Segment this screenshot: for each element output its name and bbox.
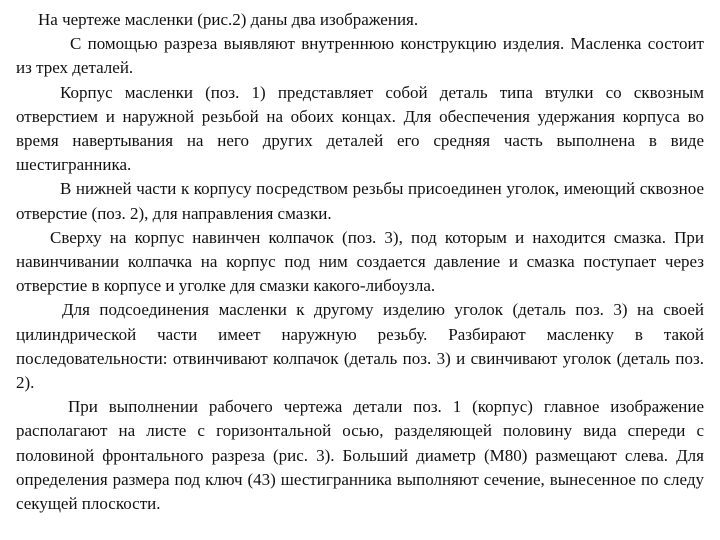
- paragraph-drawing: При выполнении рабочего чертежа детали поз. 1 (корпус) главное изображение располагают на листе с горизонтальной осью, разделяющей половину вида спереди с половиной фронтального разреза (рис. 3). Больший диаметр (М80) размещают слева. Для определения размера под ключ (43) шестигранника выполняют сечение, вынесенное по следу секущей плоскости.: [16, 397, 704, 514]
- paragraph-section-view: С помощью разреза выявляют внутреннюю конструкцию изделия. Масленка состоит из трех деталей.: [16, 34, 704, 78]
- paragraph-intro: На чертеже масленки (рис.2) даны два изображения.: [38, 10, 419, 29]
- paragraph-assembly: Для подсоединения масленки к другому изделию уголок (деталь поз. 3) на своей цилиндрической части имеет наружную резьбу. Разбирают масленку в такой последовательности: отвинчивают колпачок (деталь поз. 3) и свинчивают уголок (деталь поз. 2).: [16, 300, 704, 393]
- paragraph-elbow-part: В нижней части к корпусу посредством резьбы присоединен уголок, имеющий сквозное отверстие (поз. 2), для направления смазки.: [16, 179, 704, 223]
- document-body: [16, 8, 704, 516]
- paragraph-cap-part: Сверху на корпус навинчен колпачок (поз. 3), под которым и находится смазка. При навинчивании колпачка на корпус под ним создается давление и смазка поступает через отверстие в корпусе и уголке для смазки какого-либоузла.: [16, 227, 704, 296]
- paragraph-body-part: Корпус масленки (поз. 1) представляет собой деталь типа втулки со сквозным отверстием и наружной резьбой на обоих концах. Для обеспечения удержания корпуса во время навертывания на него других деталей его средняя часть выполнена в виде шестигранника.: [16, 82, 704, 175]
